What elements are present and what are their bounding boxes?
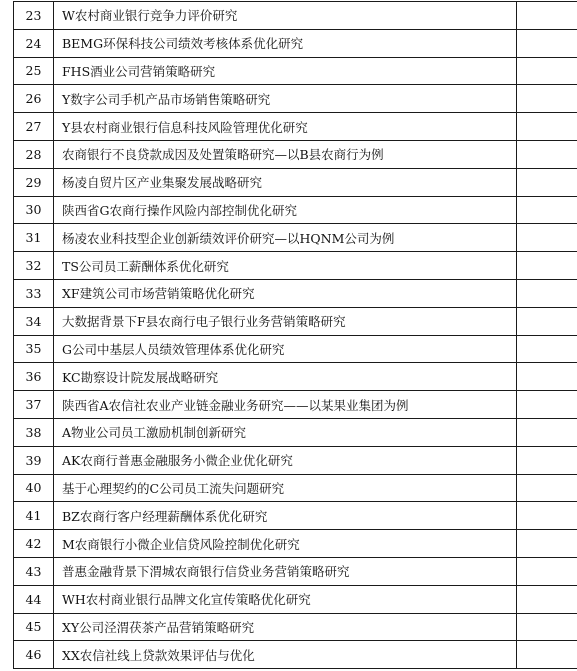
table-row [14, 613, 577, 641]
row-number: 25 [14, 57, 54, 85]
row-empty-cell [517, 530, 577, 558]
row-empty-cell [517, 502, 577, 530]
row-empty-cell [517, 335, 577, 363]
row-title: 杨凌自贸片区产业集聚发展战略研究 [54, 168, 517, 196]
row-empty-cell [517, 391, 577, 419]
row-title: BZ农商行客户经理薪酬体系优化研究 [54, 502, 517, 530]
row-title: 农商银行不良贷款成因及处置策略研究—以B县农商行为例 [54, 140, 517, 168]
row-empty-cell [517, 113, 577, 141]
row-number: 34 [14, 307, 54, 335]
row-number: 33 [14, 279, 54, 307]
row-empty-cell [517, 29, 577, 57]
row-empty-cell [517, 2, 577, 30]
table-row [14, 335, 577, 363]
row-number: 39 [14, 446, 54, 474]
row-empty-cell [517, 252, 577, 280]
row-empty-cell [517, 585, 577, 613]
row-title: BEMG环保科技公司绩效考核体系优化研究 [54, 29, 517, 57]
row-empty-cell [517, 85, 577, 113]
row-number: 31 [14, 224, 54, 252]
row-title: XF建筑公司市场营销策略优化研究 [54, 279, 517, 307]
table-row [14, 418, 577, 446]
row-title: XY公司泾渭茯茶产品营销策略研究 [54, 613, 517, 641]
table-row [14, 557, 577, 585]
row-number: 44 [14, 585, 54, 613]
row-number: 42 [14, 530, 54, 558]
row-number: 36 [14, 363, 54, 391]
row-number: 45 [14, 613, 54, 641]
row-number: 46 [14, 641, 54, 669]
row-title: 普惠金融背景下渭城农商银行信贷业务营销策略研究 [54, 557, 517, 585]
row-number: 38 [14, 418, 54, 446]
table-row [14, 474, 577, 502]
row-empty-cell [517, 307, 577, 335]
table-row [14, 585, 577, 613]
row-empty-cell [517, 196, 577, 224]
row-number: 29 [14, 168, 54, 196]
table-row [14, 85, 577, 113]
row-title: WH农村商业银行品牌文化宣传策略优化研究 [54, 585, 517, 613]
row-empty-cell [517, 613, 577, 641]
table-row [14, 446, 577, 474]
row-title: TS公司员工薪酬体系优化研究 [54, 252, 517, 280]
row-empty-cell [517, 557, 577, 585]
table-row [14, 502, 577, 530]
row-empty-cell [517, 224, 577, 252]
row-title: Y县农村商业银行信息科技风险管理优化研究 [54, 113, 517, 141]
row-title: 大数据背景下F县农商行电子银行业务营销策略研究 [54, 307, 517, 335]
table-row [14, 168, 577, 196]
row-empty-cell [517, 418, 577, 446]
row-title: AK农商行普惠金融服务小微企业优化研究 [54, 446, 517, 474]
row-title: A物业公司员工激励机制创新研究 [54, 418, 517, 446]
row-number: 35 [14, 335, 54, 363]
row-number: 30 [14, 196, 54, 224]
row-number: 26 [14, 85, 54, 113]
row-title: 杨凌农业科技型企业创新绩效评价研究—以HQNM公司为例 [54, 224, 517, 252]
table-row [14, 279, 577, 307]
row-title: XX农信社线上贷款效果评估与优化 [54, 641, 517, 669]
row-empty-cell [517, 363, 577, 391]
row-empty-cell [517, 641, 577, 669]
row-empty-cell [517, 474, 577, 502]
table-row [14, 307, 577, 335]
table-row [14, 363, 577, 391]
row-number: 24 [14, 29, 54, 57]
row-empty-cell [517, 446, 577, 474]
row-empty-cell [517, 279, 577, 307]
table-row [14, 113, 577, 141]
row-title: FHS酒业公司营销策略研究 [54, 57, 517, 85]
row-title: 陕西省G农商行操作风险内部控制优化研究 [54, 196, 517, 224]
row-title: KC勘察设计院发展战略研究 [54, 363, 517, 391]
table-row [14, 252, 577, 280]
row-title: G公司中基层人员绩效管理体系优化研究 [54, 335, 517, 363]
table-body [14, 2, 577, 669]
row-title: Y数字公司手机产品市场销售策略研究 [54, 85, 517, 113]
table-row [14, 196, 577, 224]
row-empty-cell [517, 140, 577, 168]
table-row [14, 530, 577, 558]
table-row [14, 2, 577, 30]
row-number: 43 [14, 557, 54, 585]
thesis-topic-table [13, 1, 577, 669]
row-number: 32 [14, 252, 54, 280]
table-row [14, 140, 577, 168]
row-number: 37 [14, 391, 54, 419]
row-title: 陕西省A农信社农业产业链金融业务研究——以某果业集团为例 [54, 391, 517, 419]
row-title: M农商银行小微企业信贷风险控制优化研究 [54, 530, 517, 558]
table-row [14, 224, 577, 252]
row-title: 基于心理契约的C公司员工流失问题研究 [54, 474, 517, 502]
table-row [14, 641, 577, 669]
row-number: 40 [14, 474, 54, 502]
row-empty-cell [517, 168, 577, 196]
table-row [14, 391, 577, 419]
row-number: 27 [14, 113, 54, 141]
row-empty-cell [517, 57, 577, 85]
table-row [14, 57, 577, 85]
row-number: 23 [14, 2, 54, 30]
table-row [14, 29, 577, 57]
row-title: W农村商业银行竞争力评价研究 [54, 2, 517, 30]
row-number: 41 [14, 502, 54, 530]
row-number: 28 [14, 140, 54, 168]
